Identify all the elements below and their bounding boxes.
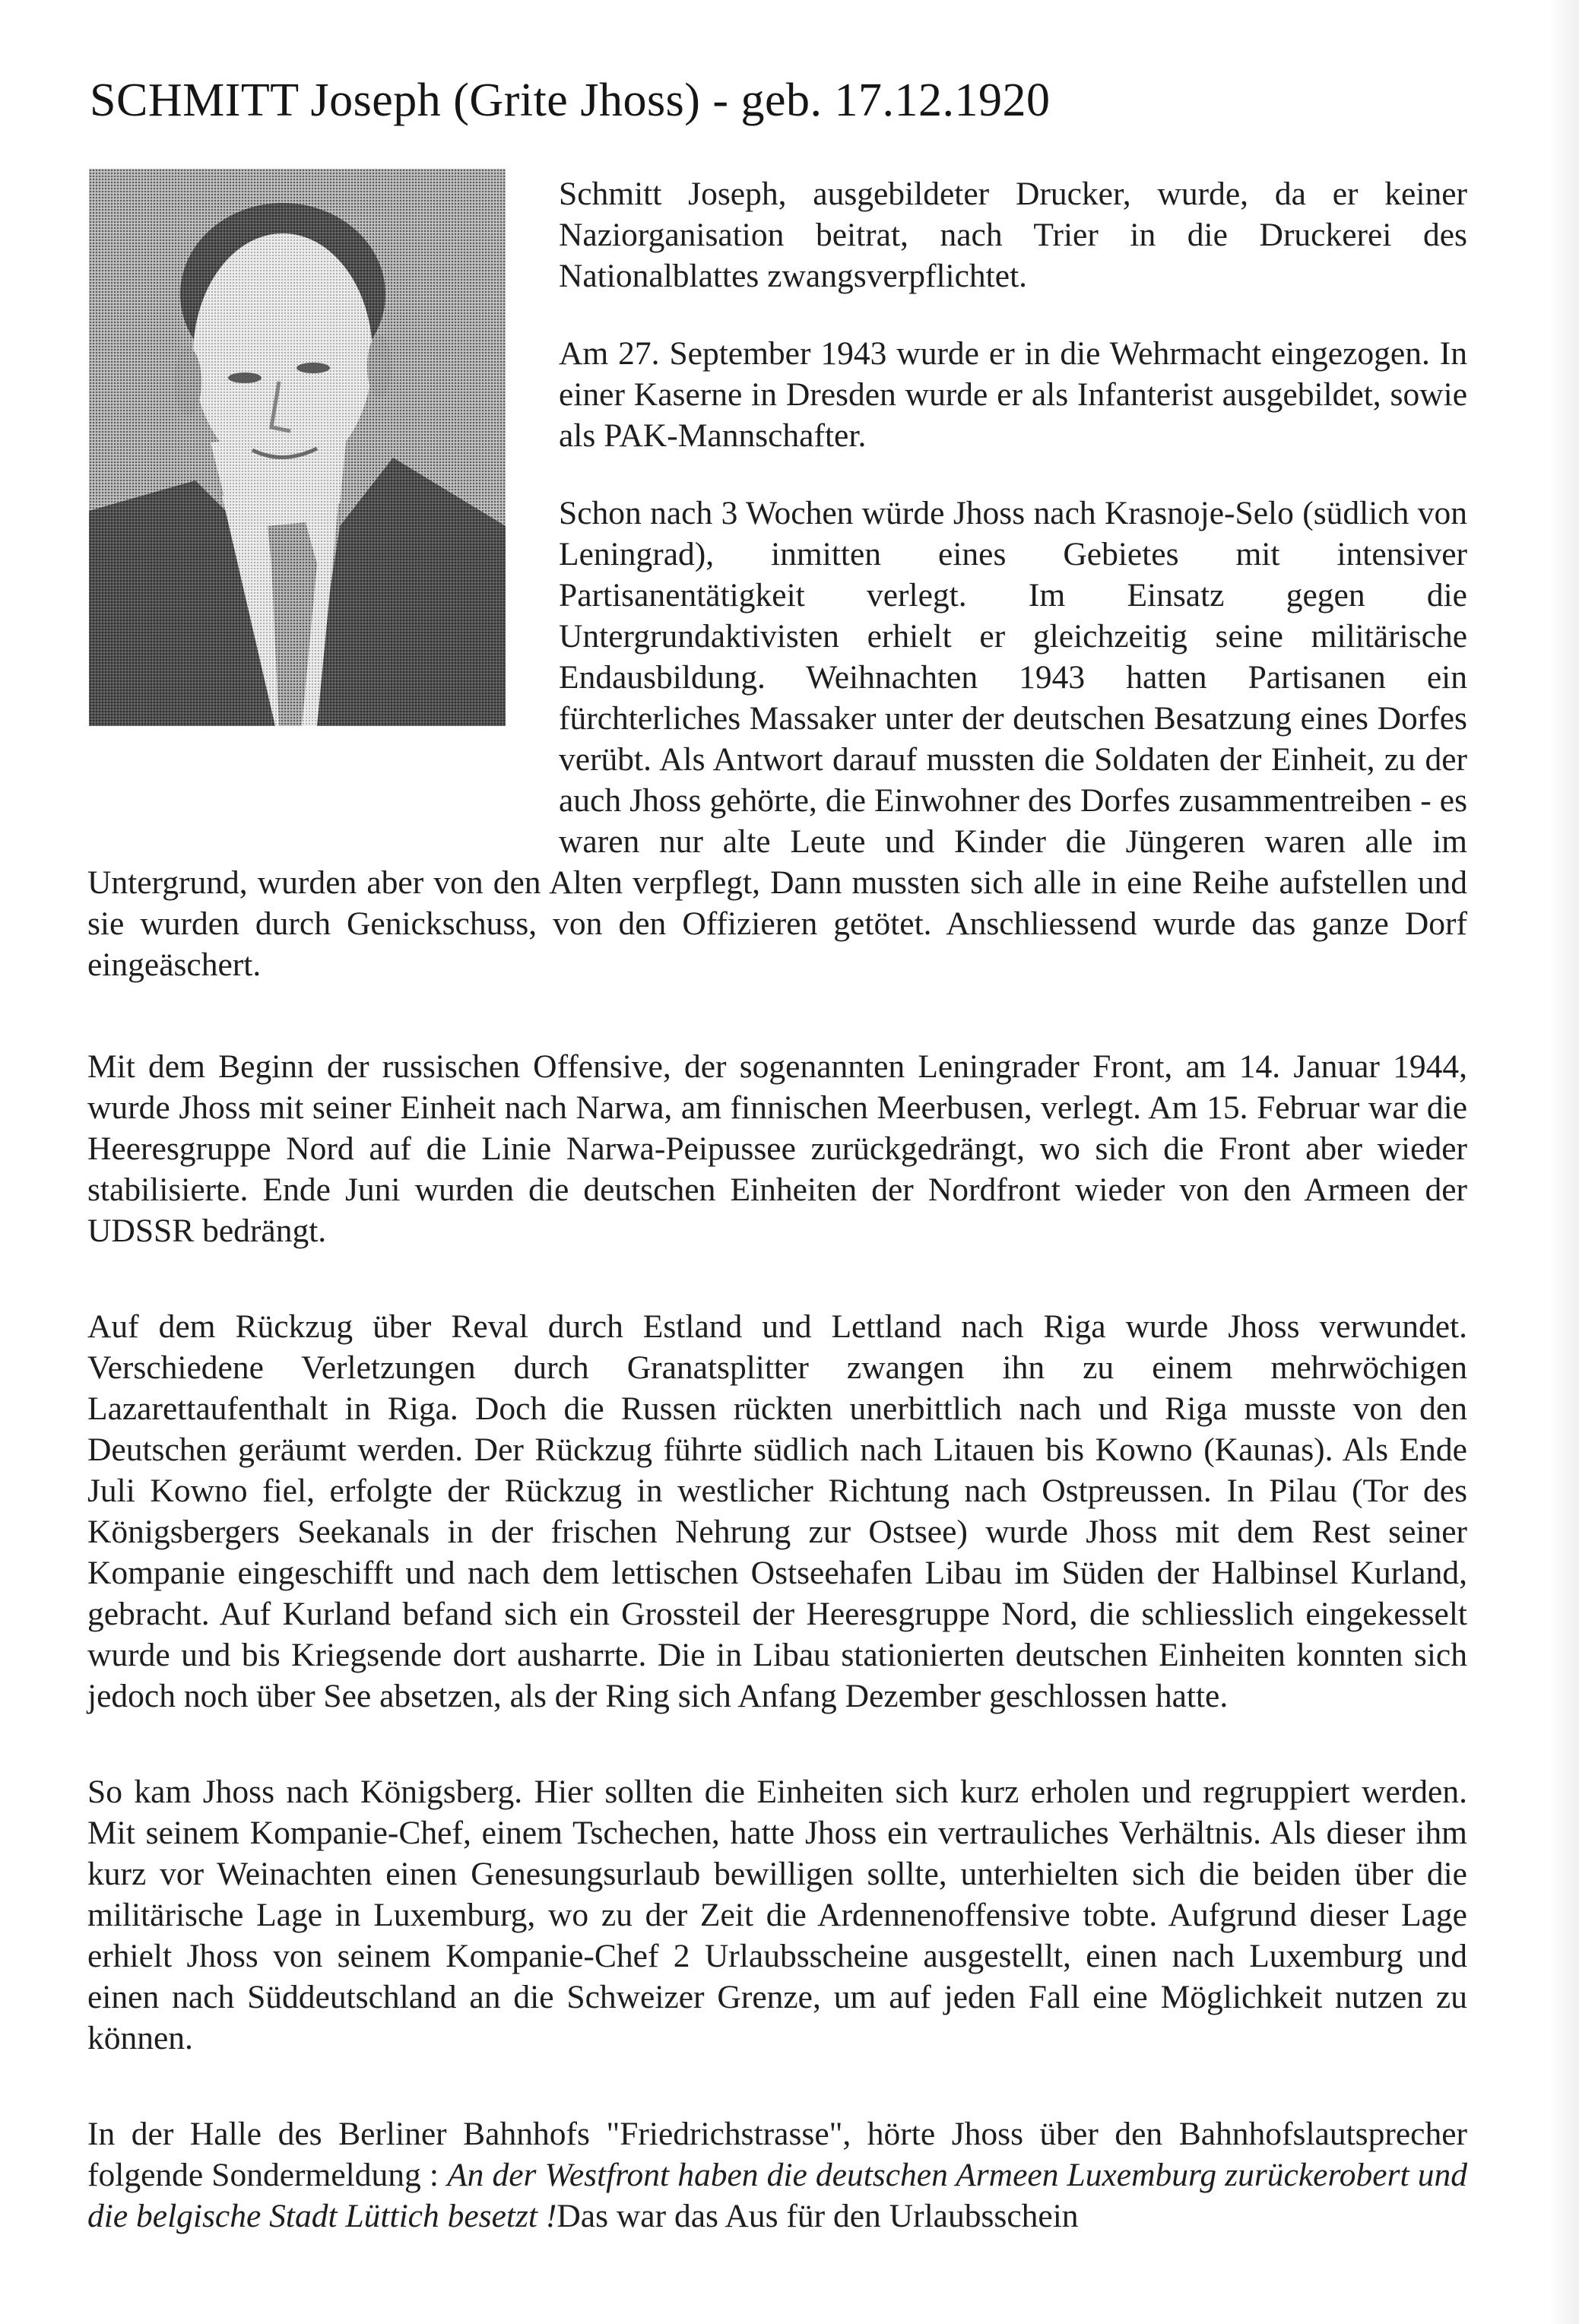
paragraph-2: Am 27. September 1943 wurde er in die Wehrmacht eingezogen. In einer Kaserne in Dresden wurde er als Infanterist ausgebildet, sowie als PAK-Mannschafter. [559,335,1467,454]
photo-float-spacer [87,173,559,836]
paragraph-5: Auf dem Rückzug über Reval durch Estland und Lettland nach Riga wurde Jhoss verwundet. Verschiedene Verletzungen durch Granatsplitter zwangen ihn zu einem mehrwöchigen Lazarettaufenthalt in Riga. Doch die Russen rückten unerbittlich nach und Riga musste von den Deutschen geräumt werden. Der Rückzug führte südlich nach Litauen bis Kowno (Kaunas). Als Ende Juli Kowno fiel, erfolgte der Rückzug in westlicher Richtung nach Ostpreussen. In Pilau (Tor des Königsbergers Seekanals in der frischen Nehrung zur Ostsee) wurde Jhoss mit dem Rest seiner Kompanie eingeschifft und nach dem lettischen Ostseehafen Libau im Süden der Halbinsel Kurland, gebracht. Auf Kurland befand sich ein Grossteil der Heeresgruppe Nord, die schliesslich eingekesselt wurde und bis Kriegsende dort ausharrte. Die in Libau stationierten deutschen Einheiten konnten sich jedoch noch über See absetzen, als der Ring sich Anfang Dezember geschlossen hatte. [87,1308,1467,1714]
scan-edge-shadow [1549,0,1579,2324]
page-title: SCHMITT Joseph (Grite Jhoss) - geb. 17.12.1920 [90,75,1051,126]
paragraph-7-end: Das war das Aus für den Urlaubsschein [556,2198,1079,2234]
special-announcement-quote: An der Westfront haben die deutschen Armeen Luxemburg zurückerobert und die belgische Stadt Lüttich besetzt ! [87,2157,1467,2234]
article-body [87,173,1467,2273]
paragraph-4: Mit dem Beginn der russischen Offensive, der sogenannten Leningrader Front, am 14. Januar 1944, wurde Jhoss mit seiner Einheit nach Narwa, am finnischen Meerbusen, verlegt. Am 15. Februar war die Heeresgruppe Nord auf die Linie Narwa-Peipussee zurückgedrängt, wo sich die Front aber wieder stabilisierte. Ende Juni wurden die deutschen Einheiten der Nordfront wieder von den Armeen der UDSSR bedrängt. [87,1048,1467,1249]
paragraph-6: So kam Jhoss nach Königsberg. Hier sollten die Einheiten sich kurz erholen und regruppiert werden. Mit seinem Kompanie-Chef, einem Tschechen, hatte Jhoss ein vertrauliches Verhältnis. Als dieser ihm kurz vor Weinachten einen Genesungsurlaub bewilligen sollte, unterhielten sich die beiden über die militärische Lage in Luxemburg, wo zu der Zeit die Ardennenoffensive tobte. Aufgrund dieser Lage erhielt Jhoss von seinem Kompanie-Chef 2 Urlaubsscheine ausgestellt, einen nach Luxemburg und einen nach Süddeutschland an die Schweizer Grenze, um auf jeden Fall eine Möglichkeit nutzen zu können. [87,1774,1467,2056]
paragraph-1: Schmitt Joseph, ausgebildeter Drucker, wurde, da er keiner Naziorganisation beitrat, nach Trier in die Druckerei des Nationalblattes zwangsverpflichtet. [559,176,1467,294]
paragraph-7 [87,2113,1467,2237]
paragraph-3: Schon nach 3 Wochen würde Jhoss nach Krasnoje-Selo (südlich von Leningrad), inmitten eines Gebietes mit intensiver Partisanentätigkeit verlegt. Im Einsatz gegen die Untergrundaktivisten erhielt er gleichzeitig seine militärische Endausbildung. Weihnachten 1943 hatten Partisanen ein fürchterliches Massaker unter der deutschen Besatzung eines Dorfes verübt. Als Antwort darauf mussten die Soldaten der Einheit, zu der auch Jhoss gehörte, die Einwohner des Dorfes zusammentreiben - es waren nur alte Leute und Kinder die Jüngeren waren alle im Untergrund, wurden aber von den Alten verpflegt, Dann mussten sich alle in eine Reihe aufstellen und sie wurden durch Genickschuss, von den Offizieren getötet. Anschliessend wurde das ganze Dorf eingeäschert. [87,495,1467,983]
paragraph-7-intro: In der Halle des Berliner Bahnhofs "Friedrichstrasse", hörte Jhoss über den Bahnhofslautsprecher folgende Sondermeldung : [87,2116,1467,2193]
